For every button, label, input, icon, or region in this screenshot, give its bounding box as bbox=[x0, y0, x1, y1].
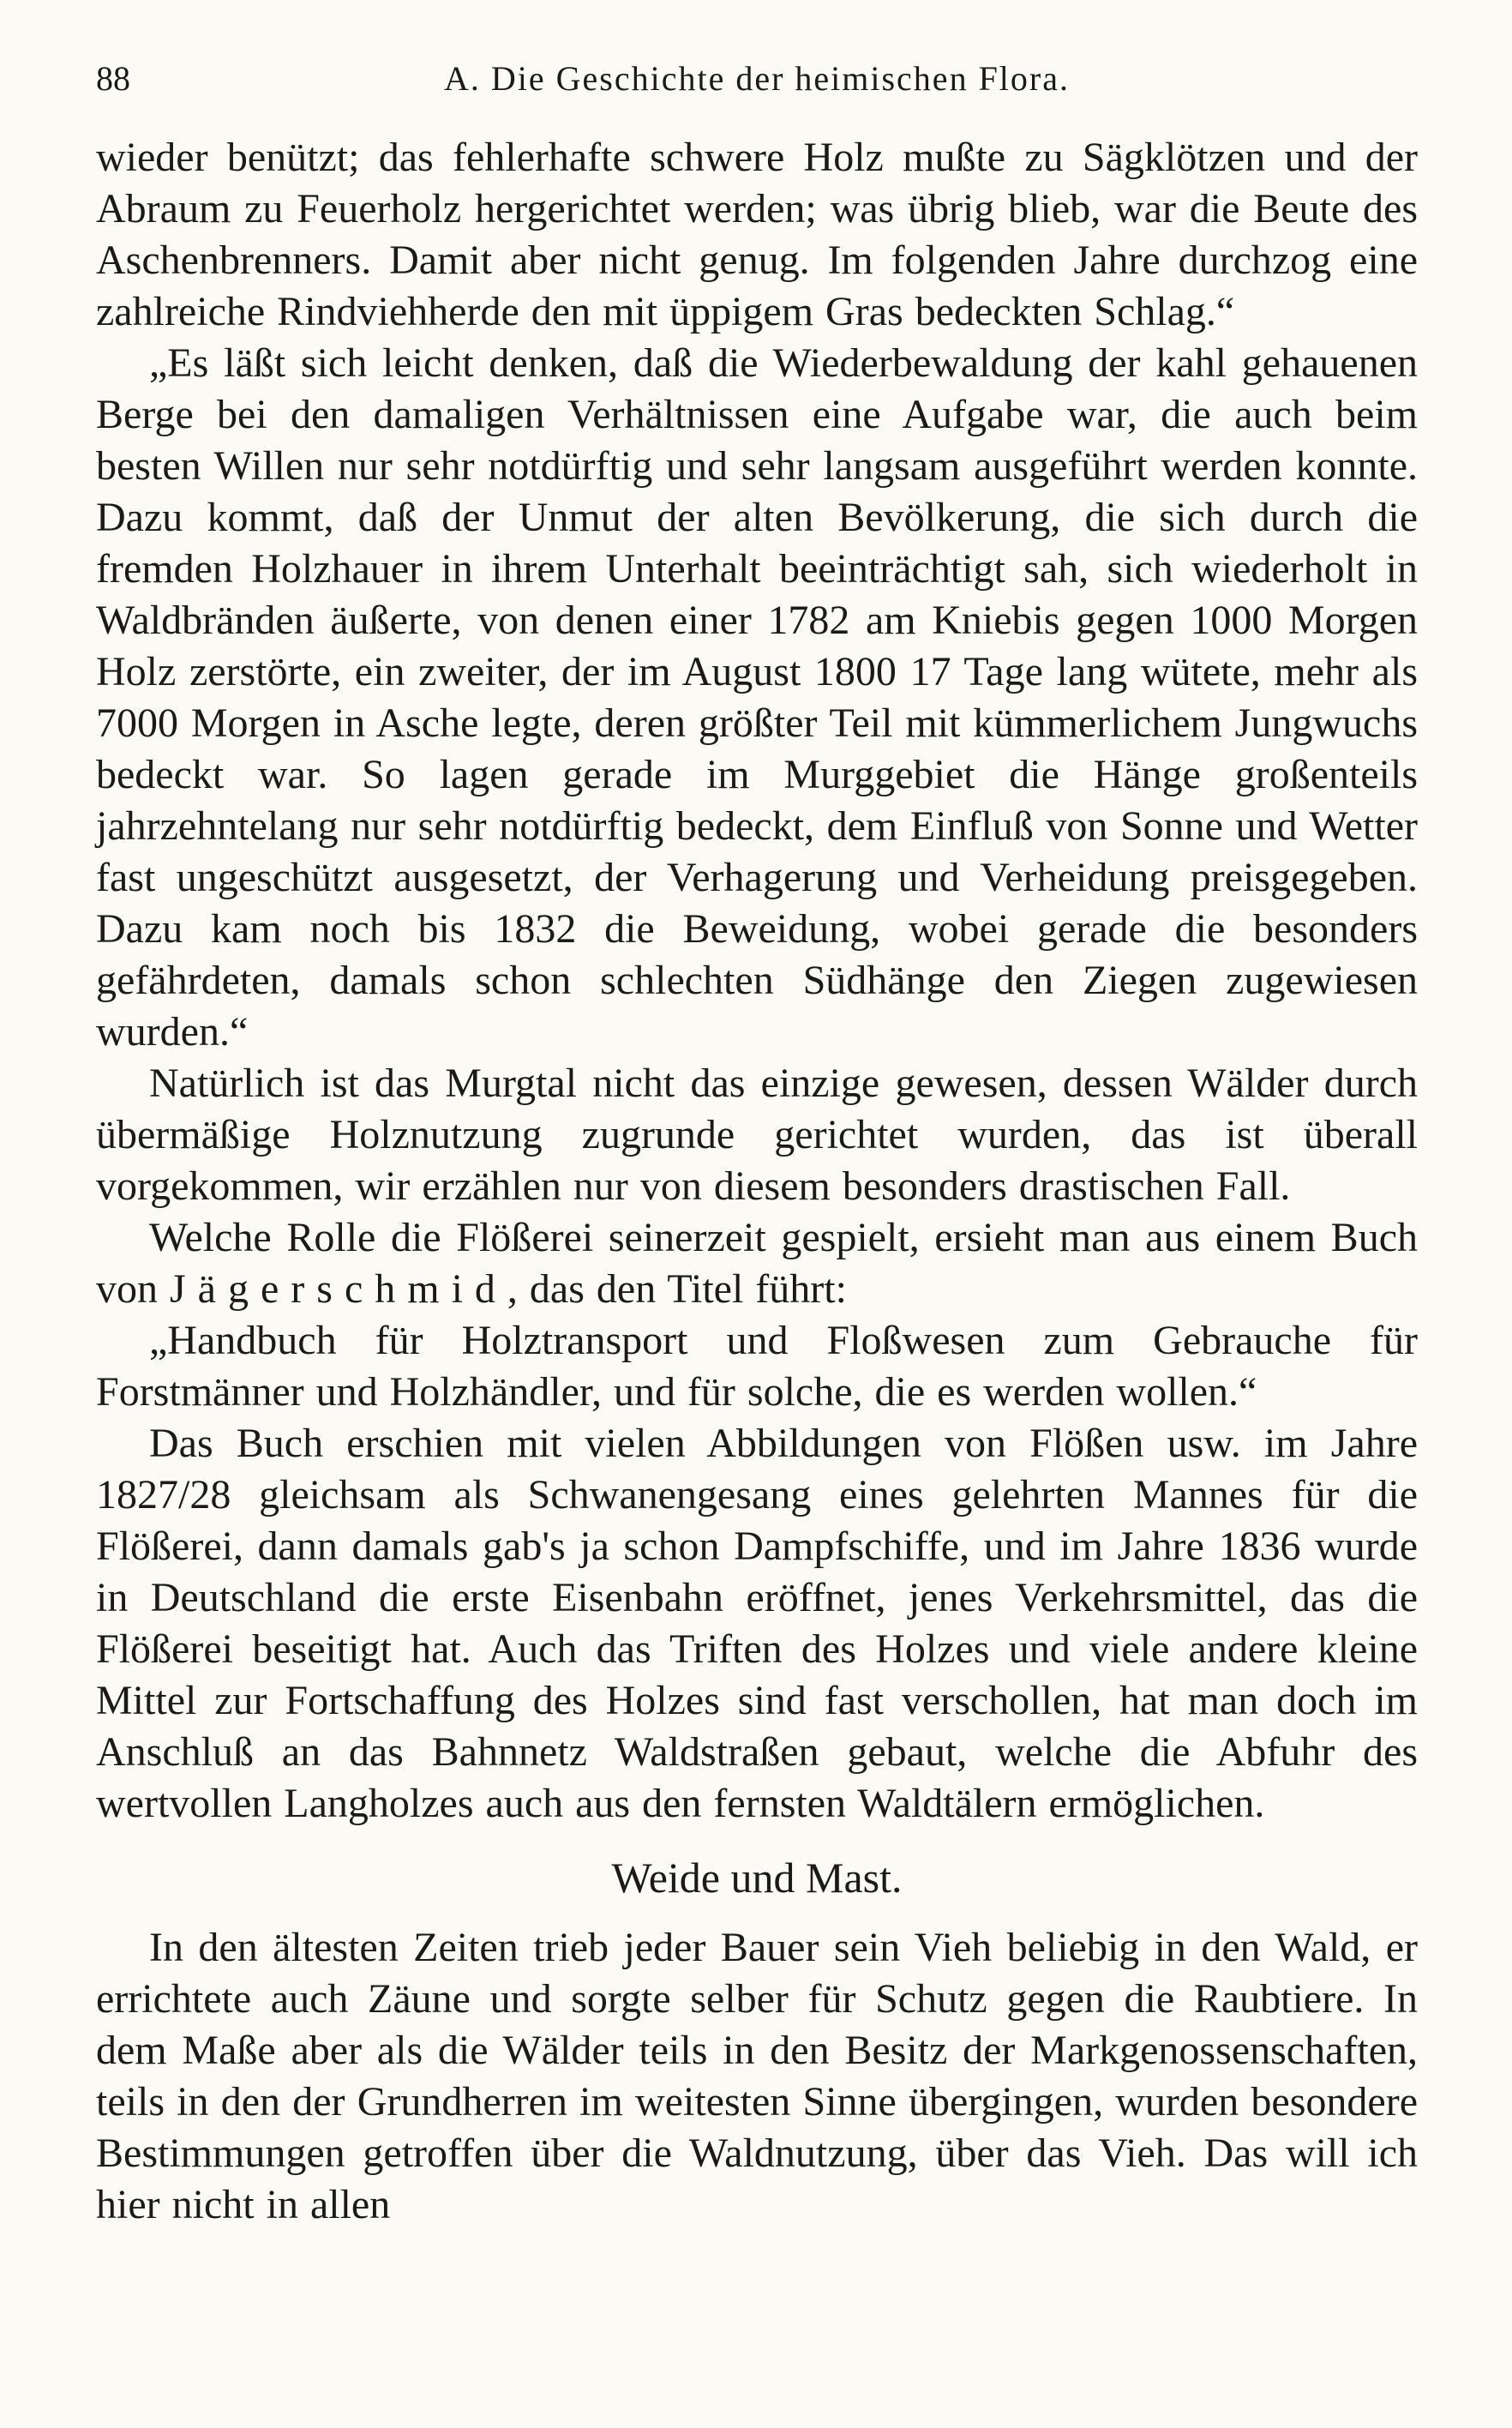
paragraph: wieder benützt; das fehlerhafte schwere Holz mußte zu Sägklötzen und der Abraum zu Feuerholz hergerichtet werden; was übrig blieb, war die Beute des Aschenbrenners. Damit aber nicht genug. Im folgenden Jahre durchzog eine zahlreiche Rindviehherde den mit üppigem Gras bedeckten Schlag.“ bbox=[96, 135, 1418, 334]
paragraph: In den ältesten Zeiten trieb jeder Bauer sein Vieh beliebig in den Wald, er errichtete auch Zäune und sorgte selber für Schutz gegen die Raubtiere. In dem Maße aber als die Wälder teils in den Besitz der Markgenossenschaften, teils in den der Grundherren im weitesten Sinne übergingen, wurden besondere Bestimmungen getroffen über die Waldnutzung, über das Vieh. Das will ich hier nicht in allen bbox=[96, 1925, 1418, 2227]
running-head bbox=[96, 55, 1418, 103]
page-body bbox=[96, 132, 1418, 2231]
paragraph: „Handbuch für Holztransport und Floßwesen zum Gebrauche für Forstmänner und Holzhändler, und für solche, die es werden wollen.“ bbox=[96, 1318, 1418, 1415]
paragraph: Welche Rolle die Flößerei seinerzeit gespielt, ersieht man aus einem Buch von J ä g e r s c h m i d , das den Titel führt: bbox=[96, 1215, 1418, 1312]
paragraph: „Es läßt sich leicht denken, daß die Wiederbewaldung der kahl gehauenen Berge bei den damaligen Verhältnissen eine Aufgabe war, die auch beim besten Willen nur sehr notdürftig und sehr langsam ausgeführt werden konnte. Dazu kommt, daß der Unmut der alten Bevölkerung, die sich durch die fremden Holzhauer in ihrem Unterhalt beeinträchtigt sah, sich wiederholt in Waldbränden äußerte, von denen einer 1782 am Kniebis gegen 1000 Morgen Holz zerstörte, ein zweiter, der im August 1800 17 Tage lang wütete, mehr als 7000 Morgen in Asche legte, deren größter Teil mit kümmerlichem Jungwuchs bedeckt war. So lagen gerade im Murggebiet die Hänge großenteils jahrzehntelang nur sehr notdürftig bedeckt, dem Einfluß von Sonne und Wetter fast ungeschützt ausgesetzt, der Verhagerung und Verheidung preisgegeben. Dazu kam noch bis 1832 die Beweidung, wobei gerade die besonders gefährdeten, damals schon schlechten Südhänge den Ziegen zugewiesen wurden.“ bbox=[96, 340, 1418, 1055]
section-heading: Weide und Mast. bbox=[611, 1854, 903, 1902]
running-header-title: A. Die Geschichte der heimischen Flora. bbox=[443, 59, 1070, 98]
paragraph: Natürlich ist das Murgtal nicht das einzige gewesen, dessen Wälder durch übermäßige Holznutzung zugrunde gerichtet wurden, das ist überall vorgekommen, wir erzählen nur von diesem besonders drastischen Fall. bbox=[96, 1061, 1418, 1209]
paragraph: Das Buch erschien mit vielen Abbildungen von Flößen usw. im Jahre 1827/28 gleichsam als Schwanengesang eines gelehrten Mannes für die Flößerei, dann damals gab's ja schon Dampfschiffe, und im Jahre 1836 wurde in Deutschland die erste Eisenbahn eröffnet, jenes Verkehrsmittel, das die Flößerei beseitigt hat. Auch das Triften des Holzes und viele andere kleine Mittel zur Fortschaffung des Holzes sind fast verschollen, hat man doch im Anschluß an das Bahnnetz Waldstraßen gebaut, welche die Abfuhr des wertvollen Langholzes auch aus den fernsten Waldtälern ermöglichen. bbox=[96, 1421, 1418, 1826]
page-number: 88 bbox=[96, 59, 130, 98]
